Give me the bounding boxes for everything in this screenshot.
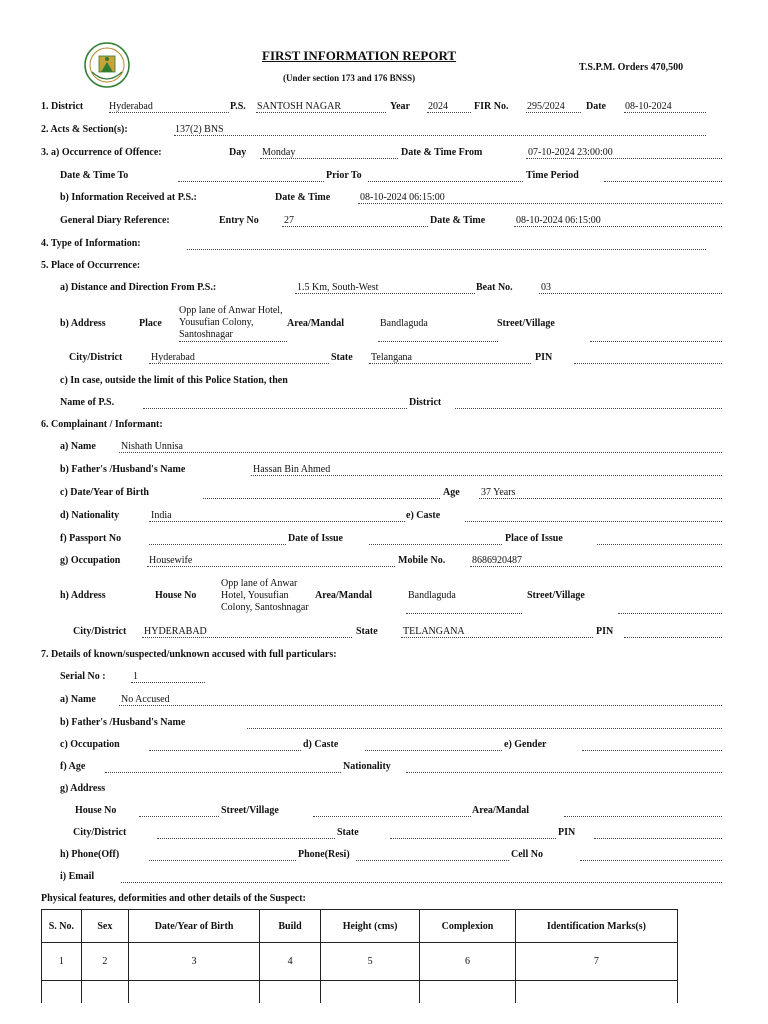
year-label: Year	[390, 101, 410, 112]
accused-phone-resi-label: Phone(Resi)	[298, 849, 350, 860]
accused-area-label: Area/Mandal	[472, 805, 530, 816]
complainant-father-value: Hassan Bin Ahmed	[253, 464, 331, 475]
header-sex: Sex	[81, 910, 128, 943]
complainant-age-value: 37 Years	[481, 487, 516, 498]
gd-date-time-label: Date & Time	[430, 215, 486, 226]
complainant-nationality-label: d) Nationality	[60, 510, 120, 521]
complainant-street-label: Street/Village	[527, 590, 585, 601]
place-value: Opp lane of Anwar Hotel, Yousufian Colony, Santoshnagar	[179, 305, 283, 340]
place-label: Place	[139, 318, 162, 329]
address-label: b) Address	[60, 318, 106, 329]
complainant-occupation-value: Housewife	[149, 555, 193, 566]
column-number: 2	[81, 943, 128, 981]
complainant-caste-label: e) Caste	[406, 510, 441, 521]
distance-label: a) Distance and Direction From P.S.:	[60, 282, 217, 293]
header-height: Height (cms)	[321, 910, 420, 943]
place-of-occurrence-label: 5. Place of Occurrence:	[41, 260, 141, 271]
date-label: Date	[586, 101, 606, 112]
info-received-label: b) Information Received at P.S.:	[60, 192, 197, 203]
info-date-time-value: 08-10-2024 06:15:00	[360, 192, 445, 203]
complainant-father-label: b) Father's /Husband's Name	[60, 464, 186, 475]
state-value: Telangana	[371, 352, 412, 363]
accused-pin-label: PIN	[558, 827, 576, 838]
state-label: State	[331, 352, 353, 363]
outside-district-label: District	[409, 397, 442, 408]
orders-reference: T.S.P.M. Orders 470,500	[579, 62, 684, 73]
complainant-name-label: a) Name	[60, 441, 96, 452]
acts-label: 2. Acts & Section(s):	[41, 124, 128, 135]
mobile-value: 8686920487	[472, 555, 522, 566]
day-value: Monday	[262, 147, 296, 158]
general-diary-label: General Diary Reference:	[60, 215, 170, 226]
info-date-time-label: Date & Time	[275, 192, 331, 203]
ps-value: SANTOSH NAGAR	[257, 101, 341, 112]
column-number: 6	[420, 943, 516, 981]
accused-details-label: 7. Details of known/suspected/unknown accused with full particulars:	[41, 649, 337, 660]
accused-father-label: b) Father's /Husband's Name	[60, 717, 186, 728]
date-time-from-value: 07-10-2024 23:00:00	[528, 147, 613, 158]
date-time-from-label: Date & Time From	[401, 147, 483, 158]
accused-occupation-label: c) Occupation	[60, 739, 120, 750]
header-identification-marks: Identification Marks(s)	[515, 910, 677, 943]
pin-label: PIN	[535, 352, 553, 363]
complainant-state-label: State	[356, 626, 378, 637]
gd-date-time-value: 08-10-2024 06:15:00	[516, 215, 601, 226]
page-subtitle: (Under section 173 and 176 BNSS)	[283, 73, 416, 83]
header-build: Build	[260, 910, 321, 943]
accused-cell-label: Cell No	[511, 849, 543, 860]
accused-gender-label: e) Gender	[504, 739, 547, 750]
city-district-label: City/District	[69, 352, 123, 363]
district-label: 1. District	[41, 101, 84, 112]
accused-age-label: f) Age	[60, 761, 86, 772]
table-row	[42, 981, 678, 1004]
acts-value: 137(2) BNS	[175, 124, 224, 135]
accused-city-label: City/District	[73, 827, 127, 838]
complainant-pin-label: PIN	[596, 626, 614, 637]
complainant-address-label: h) Address	[60, 590, 106, 601]
mobile-label: Mobile No.	[398, 555, 446, 566]
complainant-house-value: Opp lane of Anwar Hotel, Yousufian Colony, Santoshnagar	[221, 578, 309, 613]
table-header-row	[42, 910, 678, 943]
date-of-issue-label: Date of Issue	[288, 533, 343, 544]
column-number: 4	[260, 943, 321, 981]
area-mandal-value: Bandlaguda	[380, 318, 428, 329]
passport-label: f) Passport No	[60, 533, 122, 544]
complainant-name-value: Nishath Unnisa	[121, 441, 183, 452]
complainant-area-value: Bandlaguda	[408, 590, 456, 601]
column-number: 1	[42, 943, 82, 981]
prior-to-label: Prior To	[326, 170, 362, 181]
accused-address-label: g) Address	[60, 783, 106, 794]
fir-label: FIR No.	[474, 101, 509, 112]
city-district-value: Hyderabad	[151, 352, 195, 363]
entry-no-value: 27	[284, 215, 294, 226]
type-of-info-label: 4. Type of Information:	[41, 238, 141, 249]
year-value: 2024	[428, 101, 448, 112]
accused-email-label: i) Email	[60, 871, 95, 882]
outside-limit-label: c) In case, outside the limit of this Police Station, then	[60, 375, 288, 386]
fir-value: 295/2024	[527, 101, 565, 112]
name-of-ps-label: Name of P.S.	[60, 397, 115, 408]
day-label: Day	[229, 147, 247, 158]
entry-no-label: Entry No	[219, 215, 259, 226]
complainant-state-value: TELANGANA	[403, 626, 465, 637]
complainant-city-value: HYDERABAD	[144, 626, 207, 637]
accused-nationality-label: Nationality	[343, 761, 391, 772]
area-mandal-label: Area/Mandal	[287, 318, 345, 329]
physical-features-label: Physical features, deformities and other details of the Suspect:	[41, 893, 306, 904]
serial-no-label: Serial No :	[60, 671, 106, 682]
table-row	[42, 943, 678, 981]
complainant-city-label: City/District	[73, 626, 127, 637]
complainant-house-label: House No	[155, 590, 197, 601]
complainant-area-label: Area/Mandal	[315, 590, 373, 601]
beat-no-label: Beat No.	[476, 282, 513, 293]
header-complexion: Complexion	[420, 910, 516, 943]
distance-value: 1.5 Km, South-West	[297, 282, 379, 293]
column-number: 3	[129, 943, 260, 981]
district-value: Hyderabad	[109, 101, 153, 112]
street-village-label: Street/Village	[497, 318, 555, 329]
accused-street-label: Street/Village	[221, 805, 279, 816]
complainant-label: 6. Complainant / Informant:	[41, 419, 163, 430]
column-number: 5	[321, 943, 420, 981]
place-of-issue-label: Place of Issue	[505, 533, 563, 544]
page-title: FIRST INFORMATION REPORT	[262, 48, 457, 63]
accused-state-label: State	[337, 827, 359, 838]
physical-features-table	[41, 909, 678, 1003]
accused-caste-label: d) Caste	[303, 739, 339, 750]
complainant-dob-label: c) Date/Year of Birth	[60, 487, 149, 498]
beat-no-value: 03	[541, 282, 551, 293]
header-dob: Date/Year of Birth	[129, 910, 260, 943]
column-number: 7	[515, 943, 677, 981]
complainant-age-label: Age	[443, 487, 460, 498]
accused-house-label: House No	[75, 805, 117, 816]
complainant-occupation-label: g) Occupation	[60, 555, 121, 566]
accused-name-label: a) Name	[60, 694, 96, 705]
accused-name-value: No Accused	[121, 694, 170, 705]
date-time-to-label: Date & Time To	[60, 170, 129, 181]
serial-no-value: 1	[133, 671, 138, 682]
ps-label: P.S.	[230, 101, 246, 112]
time-period-label: Time Period	[526, 170, 579, 181]
complainant-nationality-value: India	[151, 510, 172, 521]
accused-phone-off-label: h) Phone(Off)	[60, 849, 120, 860]
date-value: 08-10-2024	[625, 101, 672, 112]
telangana-emblem-icon	[84, 42, 130, 88]
header-sno: S. No.	[42, 910, 82, 943]
occurrence-label: 3. a) Occurrence of Offence:	[41, 147, 162, 158]
